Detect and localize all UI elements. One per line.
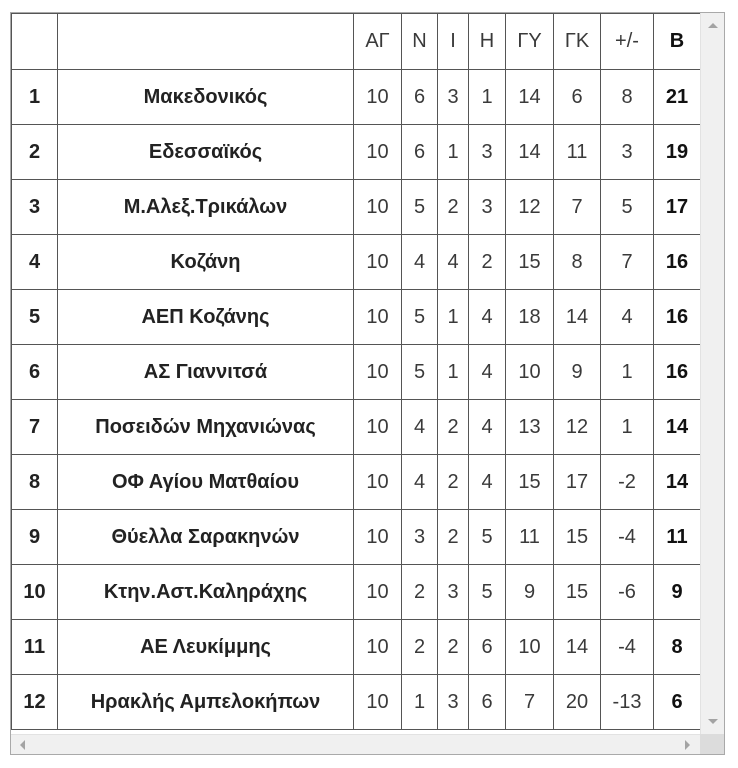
team-name: Κτην.Αστ.Καληράχης xyxy=(58,565,354,620)
losses-cell: 1 xyxy=(469,70,506,125)
goal-diff-cell: 3 xyxy=(601,125,654,180)
rank-cell: 7 xyxy=(12,400,58,455)
rank-cell: 12 xyxy=(12,675,58,730)
losses-cell: 4 xyxy=(469,290,506,345)
team-name: ΑΣ Γιαννιτσά xyxy=(58,345,354,400)
goals-for-cell: 14 xyxy=(506,125,554,180)
goals-for-cell: 15 xyxy=(506,455,554,510)
goals-for-cell: 10 xyxy=(506,620,554,675)
table-row xyxy=(12,180,701,235)
table-row xyxy=(12,70,701,125)
goals-for-cell: 15 xyxy=(506,235,554,290)
goals-against-cell: 8 xyxy=(554,235,601,290)
draws-cell: 3 xyxy=(438,675,469,730)
scroll-up-icon[interactable] xyxy=(708,23,718,28)
goals-for-cell: 12 xyxy=(506,180,554,235)
goals-for-cell: 10 xyxy=(506,345,554,400)
team-name: ΑΕΠ Κοζάνης xyxy=(58,290,354,345)
goal-diff-cell: 8 xyxy=(601,70,654,125)
team-name: ΟΦ Αγίου Ματθαίου xyxy=(58,455,354,510)
rank-cell: 4 xyxy=(12,235,58,290)
points-cell: 8 xyxy=(654,620,701,675)
goals-for-cell: 14 xyxy=(506,70,554,125)
scroll-right-icon[interactable] xyxy=(685,740,690,750)
horizontal-scrollbar[interactable] xyxy=(11,734,700,754)
goals-against-cell: 17 xyxy=(554,455,601,510)
header-losses: Η xyxy=(469,14,506,70)
rank-cell: 8 xyxy=(12,455,58,510)
table-row xyxy=(12,125,701,180)
goal-diff-cell: -4 xyxy=(601,620,654,675)
points-cell: 16 xyxy=(654,345,701,400)
played-cell: 10 xyxy=(354,455,402,510)
goals-against-cell: 14 xyxy=(554,290,601,345)
played-cell: 10 xyxy=(354,510,402,565)
losses-cell: 6 xyxy=(469,675,506,730)
header-wins: Ν xyxy=(402,14,438,70)
vertical-scrollbar[interactable] xyxy=(700,13,724,734)
goals-against-cell: 15 xyxy=(554,565,601,620)
goal-diff-cell: -13 xyxy=(601,675,654,730)
scroll-down-icon[interactable] xyxy=(708,719,718,724)
table-row xyxy=(12,565,701,620)
team-name: Ηρακλής Αμπελοκήπων xyxy=(58,675,354,730)
rank-cell: 11 xyxy=(12,620,58,675)
wins-cell: 4 xyxy=(402,235,438,290)
header-team xyxy=(58,14,354,70)
goal-diff-cell: -2 xyxy=(601,455,654,510)
draws-cell: 4 xyxy=(438,235,469,290)
played-cell: 10 xyxy=(354,675,402,730)
points-cell: 16 xyxy=(654,290,701,345)
table-scroll-area[interactable] xyxy=(11,13,700,734)
wins-cell: 2 xyxy=(402,565,438,620)
table-row xyxy=(12,290,701,345)
wins-cell: 5 xyxy=(402,290,438,345)
losses-cell: 6 xyxy=(469,620,506,675)
goals-for-cell: 7 xyxy=(506,675,554,730)
table-row xyxy=(12,455,701,510)
wins-cell: 2 xyxy=(402,620,438,675)
team-name: ΑΕ Λευκίμμης xyxy=(58,620,354,675)
header-goals-for: ΓΥ xyxy=(506,14,554,70)
wins-cell: 4 xyxy=(402,455,438,510)
rank-cell: 9 xyxy=(12,510,58,565)
goal-diff-cell: 1 xyxy=(601,400,654,455)
played-cell: 10 xyxy=(354,70,402,125)
rank-cell: 2 xyxy=(12,125,58,180)
points-cell: 11 xyxy=(654,510,701,565)
wins-cell: 6 xyxy=(402,125,438,180)
draws-cell: 1 xyxy=(438,290,469,345)
losses-cell: 3 xyxy=(469,125,506,180)
losses-cell: 4 xyxy=(469,400,506,455)
draws-cell: 2 xyxy=(438,400,469,455)
table-row xyxy=(12,345,701,400)
goal-diff-cell: -4 xyxy=(601,510,654,565)
points-cell: 21 xyxy=(654,70,701,125)
losses-cell: 4 xyxy=(469,455,506,510)
team-name: Μακεδονικός xyxy=(58,70,354,125)
played-cell: 10 xyxy=(354,565,402,620)
losses-cell: 3 xyxy=(469,180,506,235)
points-cell: 9 xyxy=(654,565,701,620)
played-cell: 10 xyxy=(354,125,402,180)
table-row xyxy=(12,400,701,455)
header-goals-against: ΓΚ xyxy=(554,14,601,70)
draws-cell: 1 xyxy=(438,125,469,180)
wins-cell: 3 xyxy=(402,510,438,565)
goals-against-cell: 9 xyxy=(554,345,601,400)
goal-diff-cell: -6 xyxy=(601,565,654,620)
draws-cell: 3 xyxy=(438,70,469,125)
team-name: Ποσειδών Μηχανιώνας xyxy=(58,400,354,455)
header-row xyxy=(12,14,701,70)
draws-cell: 3 xyxy=(438,565,469,620)
draws-cell: 1 xyxy=(438,345,469,400)
wins-cell: 5 xyxy=(402,345,438,400)
points-cell: 16 xyxy=(654,235,701,290)
header-points: Β xyxy=(654,14,701,70)
table-row xyxy=(12,675,701,730)
goals-against-cell: 6 xyxy=(554,70,601,125)
draws-cell: 2 xyxy=(438,180,469,235)
team-name: Κοζάνη xyxy=(58,235,354,290)
rank-cell: 5 xyxy=(12,290,58,345)
draws-cell: 2 xyxy=(438,510,469,565)
wins-cell: 4 xyxy=(402,400,438,455)
draws-cell: 2 xyxy=(438,620,469,675)
losses-cell: 2 xyxy=(469,235,506,290)
table-row xyxy=(12,620,701,675)
goal-diff-cell: 1 xyxy=(601,345,654,400)
played-cell: 10 xyxy=(354,620,402,675)
goals-for-cell: 9 xyxy=(506,565,554,620)
draws-cell: 2 xyxy=(438,455,469,510)
header-goal-diff: +/- xyxy=(601,14,654,70)
goal-diff-cell: 4 xyxy=(601,290,654,345)
scrollbar-corner xyxy=(700,734,724,754)
standings-table xyxy=(11,13,700,730)
wins-cell: 1 xyxy=(402,675,438,730)
team-name: Εδεσσαϊκός xyxy=(58,125,354,180)
losses-cell: 5 xyxy=(469,565,506,620)
played-cell: 10 xyxy=(354,345,402,400)
points-cell: 17 xyxy=(654,180,701,235)
goals-for-cell: 11 xyxy=(506,510,554,565)
goal-diff-cell: 5 xyxy=(601,180,654,235)
played-cell: 10 xyxy=(354,235,402,290)
scroll-left-icon[interactable] xyxy=(20,740,25,750)
points-cell: 19 xyxy=(654,125,701,180)
header-draws: Ι xyxy=(438,14,469,70)
points-cell: 14 xyxy=(654,455,701,510)
goals-for-cell: 18 xyxy=(506,290,554,345)
goals-against-cell: 20 xyxy=(554,675,601,730)
goals-against-cell: 11 xyxy=(554,125,601,180)
wins-cell: 6 xyxy=(402,70,438,125)
rank-cell: 10 xyxy=(12,565,58,620)
rank-cell: 6 xyxy=(12,345,58,400)
standings-frame xyxy=(10,12,725,755)
goals-against-cell: 12 xyxy=(554,400,601,455)
wins-cell: 5 xyxy=(402,180,438,235)
table-row xyxy=(12,235,701,290)
rank-cell: 1 xyxy=(12,70,58,125)
table-row xyxy=(12,510,701,565)
team-name: Μ.Αλεξ.Τρικάλων xyxy=(58,180,354,235)
points-cell: 14 xyxy=(654,400,701,455)
goal-diff-cell: 7 xyxy=(601,235,654,290)
header-rank xyxy=(12,14,58,70)
goals-against-cell: 14 xyxy=(554,620,601,675)
losses-cell: 5 xyxy=(469,510,506,565)
played-cell: 10 xyxy=(354,290,402,345)
goals-for-cell: 13 xyxy=(506,400,554,455)
played-cell: 10 xyxy=(354,400,402,455)
team-name: Θύελλα Σαρακηνών xyxy=(58,510,354,565)
losses-cell: 4 xyxy=(469,345,506,400)
goals-against-cell: 15 xyxy=(554,510,601,565)
goals-against-cell: 7 xyxy=(554,180,601,235)
points-cell: 6 xyxy=(654,675,701,730)
rank-cell: 3 xyxy=(12,180,58,235)
played-cell: 10 xyxy=(354,180,402,235)
header-played: ΑΓ xyxy=(354,14,402,70)
